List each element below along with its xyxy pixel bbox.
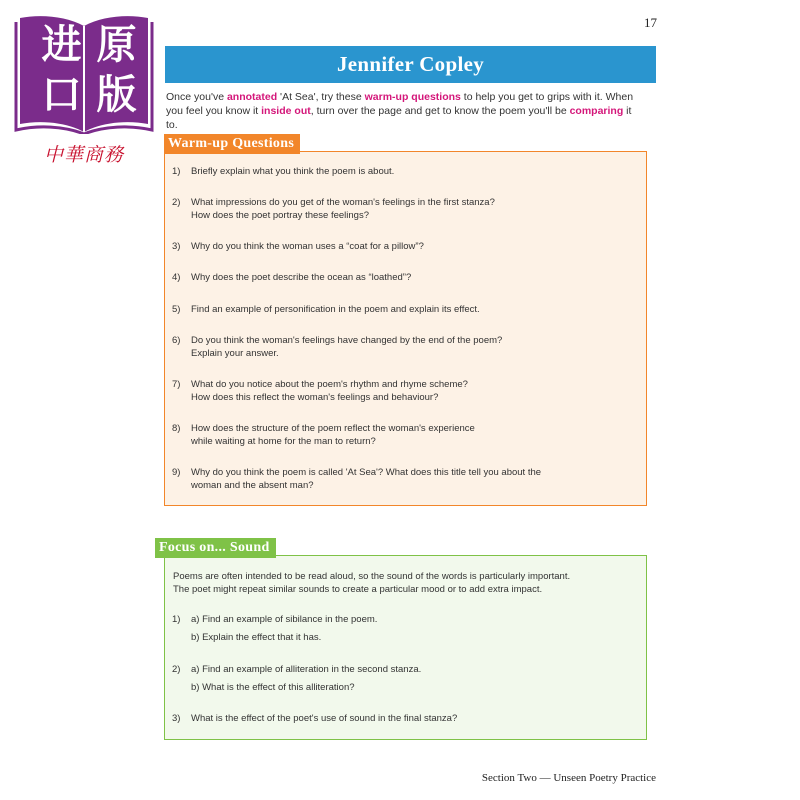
warmup-question [172,423,572,448]
intro-highlight: annotated [226,91,278,103]
warmup-question [172,241,572,254]
logo-char-2: 原 [96,21,137,68]
intro-highlight: comparing [569,105,624,117]
question-number: 1) [172,614,181,625]
question-text: Find an example of personification in the poem and explain its effect. [191,304,480,315]
logo-char-1: 进 [41,21,82,68]
intro-text: to help you get to grips with it. When you feel you know it [166,91,634,117]
question-number: 2) [172,664,181,675]
intro-paragraph [166,90,646,132]
question-text: How does the structure of the poem reflect the woman's experience while waiting at home for the man to return? [191,423,475,447]
focus-sound-heading: Focus on... Sound [155,538,276,558]
intro-text: 'At Sea', try these [277,91,365,103]
warmup-questions-heading: Warm-up Questions [164,134,300,154]
warmup-question [172,335,572,360]
logo-subtitle: 中華商務 [43,144,124,166]
question-text: a) Find an example of sibilance in the poem. [191,614,378,625]
question-text: b) What is the effect of this alliteration? [191,682,355,693]
warmup-question [172,379,572,404]
question-text: Why do you think the poem is called 'At Sea'? What does this title tell you about the woman and the absent man? [191,467,542,491]
logo-char-4: 版 [96,71,137,118]
question-number: 3) [172,713,181,724]
question-number: 8) [172,423,181,434]
page-number: 17 [644,15,657,30]
page-title: Jennifer Copley [165,46,656,83]
logo-char-3: 口 [41,71,82,118]
warmup-question [172,467,572,492]
question-text: a) Find an example of alliteration in the second stanza. [191,664,422,675]
warmup-question [172,166,572,179]
question-number: 9) [172,467,181,478]
intro-text: Once you've [166,91,227,103]
question-text: b) Explain the effect that it has. [191,632,322,643]
question-number: 7) [172,379,181,390]
question-text: Briefly explain what you think the poem is about. [191,166,395,177]
publisher-logo [14,12,154,172]
sound-question [172,713,572,726]
focus-sound-intro: Poems are often intended to be read aloud, so the sound of the words is particularly important. The poet might repeat similar sounds to create a particular mood or to add extra impact. [173,571,571,595]
section-footer: Section Two — Unseen Poetry Practice [481,772,656,784]
intro-highlight: inside out [261,105,311,117]
intro-highlight: warm-up questions [364,91,461,103]
sound-question [172,614,572,627]
question-number: 3) [172,241,181,252]
question-text: What do you notice about the poem's rhythm and rhyme scheme? How does this reflect the woman's feelings and behaviour? [191,379,468,403]
intro-text: it to. [166,105,632,131]
sound-question [172,632,572,645]
question-number: 4) [172,272,181,283]
question-number: 1) [172,166,181,177]
question-text: Do you think the woman's feelings have changed by the end of the poem? Explain your answer. [191,335,503,359]
intro-text: , turn over the page and get to know the poem you'll be [310,105,570,117]
question-number: 5) [172,304,181,315]
sound-question [172,682,572,695]
warmup-question [172,272,572,285]
warmup-question [172,197,572,222]
question-number: 2) [172,197,181,208]
question-text: Why do you think the woman uses a “coat for a pillow”? [191,241,424,252]
question-text: What is the effect of the poet's use of sound in the final stanza? [191,713,458,724]
question-text: Why does the poet describe the ocean as “loathed”? [191,272,412,283]
warmup-question [172,304,572,317]
sound-question [172,664,572,677]
question-number: 6) [172,335,181,346]
question-text: What impressions do you get of the woman's feelings in the first stanza? How does the poet portray these feelings? [191,197,495,221]
